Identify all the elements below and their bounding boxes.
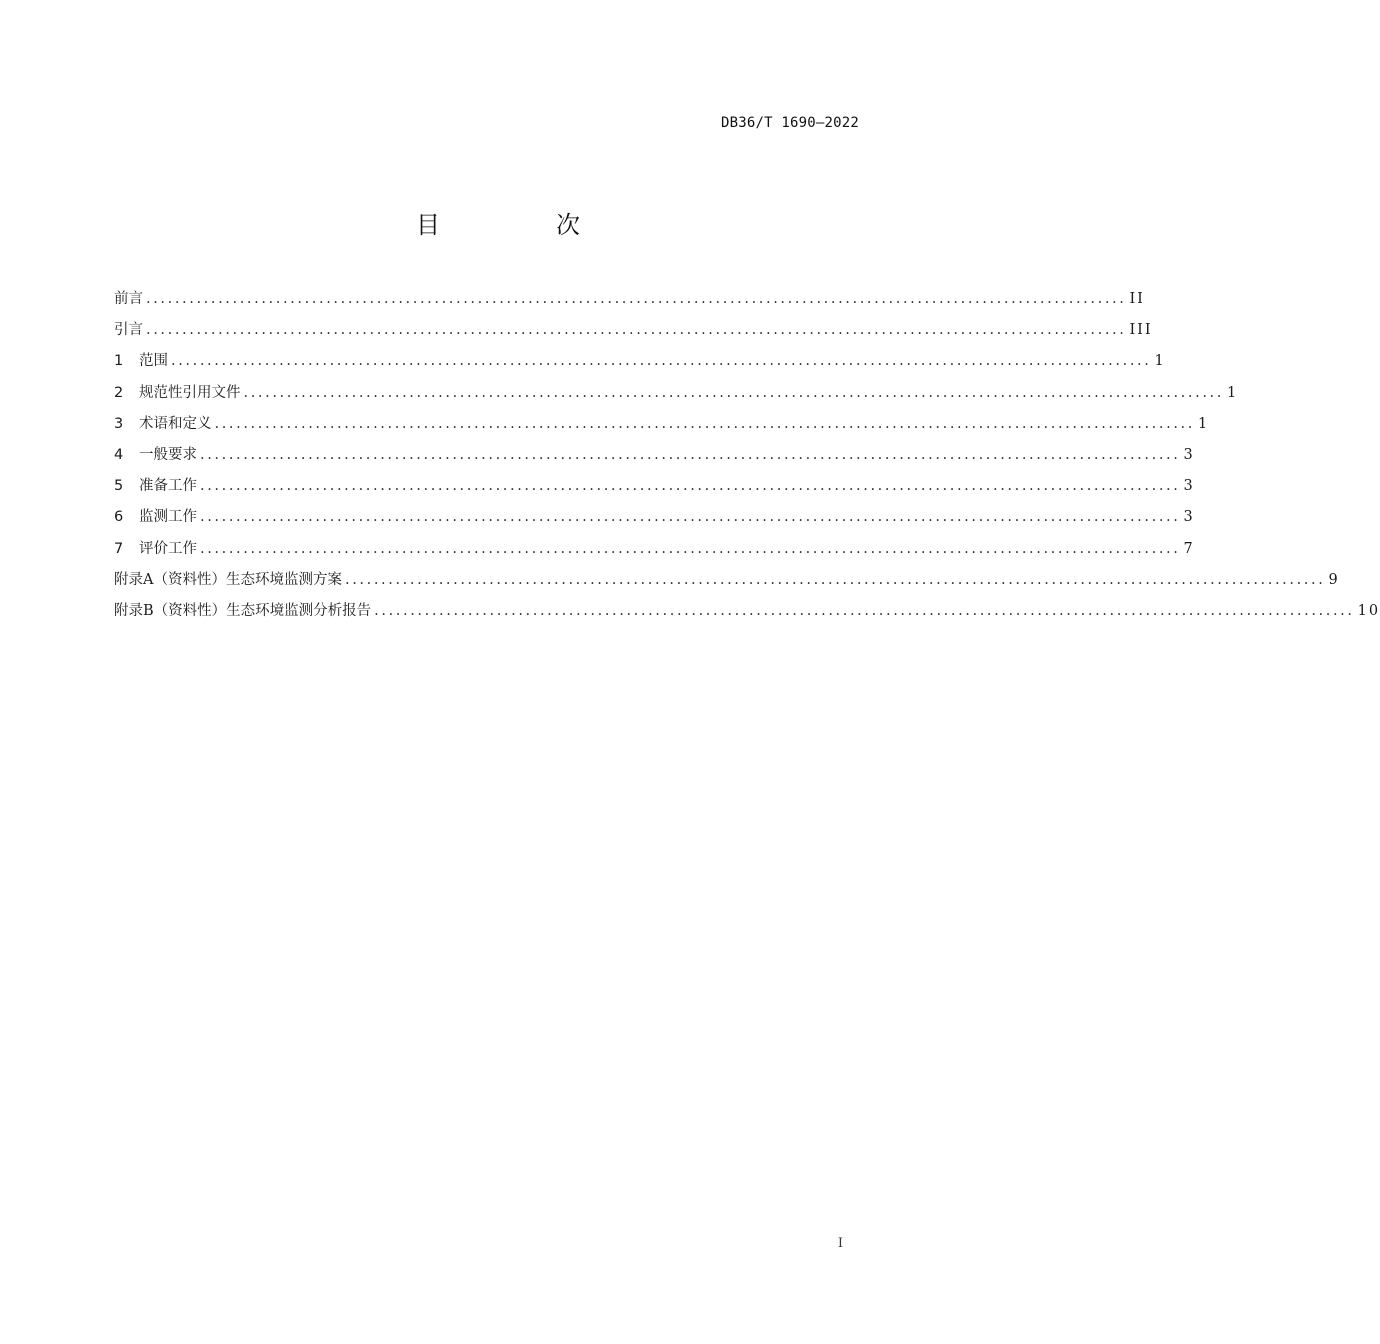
toc-entry-number: 1 [114,353,124,370]
dot-leader: ........................................................................................................................................ [171,353,1152,370]
toc-entry-evaluation[interactable] [114,534,1195,565]
toc-entry-page: 7 [1183,540,1195,557]
toc-entry-page: 3 [1183,478,1195,495]
toc-entry-page: 3 [1183,446,1195,463]
toc-entry-label: 引言 [114,322,143,339]
dot-leader: ........................................................................................................................................ [146,291,1127,307]
toc-entry-scope[interactable] [114,346,1166,377]
toc-entry-page: 1 [1226,384,1239,401]
toc-entry-label: 准备工作 [139,478,197,495]
dot-leader: ........................................................................................................................................ [374,602,1355,619]
toc-entry-appendix-a[interactable] [114,565,1340,596]
toc-entry-number: 5 [114,478,124,495]
dot-leader: ........................................................................................................................................ [200,478,1181,495]
toc-entry-number: 2 [114,384,124,401]
dot-leader: ........................................................................................................................................ [344,571,1326,588]
toc-entry-normative-references[interactable] [114,378,1239,409]
toc-entry-number: 4 [114,446,124,463]
toc-entry-page: 3 [1183,509,1195,526]
toc-entry-appendix-b[interactable] [114,596,1380,627]
dot-leader: ........................................................................................................................................ [200,446,1181,463]
table-of-contents [114,284,1380,627]
toc-entry-introduction[interactable] [114,315,1153,346]
standard-code: DB36/T 1690—2022 [720,115,859,131]
toc-entry-foreword[interactable] [114,284,1145,315]
toc-entry-label: 评价工作 [139,540,197,557]
toc-entry-number: 3 [114,415,124,432]
toc-entry-label: 监测工作 [139,509,197,526]
dot-leader: ........................................................................................................................................ [214,415,1195,432]
dot-leader: ........................................................................................................................................ [146,322,1127,339]
toc-entry-preparation[interactable] [114,471,1195,502]
page-number: I [837,1236,843,1251]
toc-entry-number: 6 [114,509,124,526]
toc-entry-monitoring[interactable] [114,502,1195,533]
toc-entry-label: 术语和定义 [139,415,212,432]
toc-entry-page: II [1129,291,1145,307]
toc-entry-page: 1 [1154,353,1166,370]
toc-entry-label: 范围 [139,353,168,370]
dot-leader: ........................................................................................................................................ [200,509,1181,526]
toc-entry-terms-definitions[interactable] [114,409,1210,440]
toc-entry-label: 前言 [114,291,143,307]
toc-entry-page: 10 [1357,602,1380,619]
toc-entry-label: 附录B（资料性）生态环境监测分析报告 [114,602,372,619]
dot-leader: ........................................................................................................................................ [200,540,1181,557]
toc-entry-page: 1 [1197,415,1210,432]
toc-title: 目 次 [416,211,626,239]
toc-entry-page: 9 [1328,571,1340,588]
dot-leader: ........................................................................................................................................ [243,384,1224,401]
toc-entry-label: 一般要求 [139,446,197,463]
toc-entry-label: 规范性引用文件 [139,384,241,401]
toc-entry-number: 7 [114,540,124,557]
toc-entry-general-requirements[interactable] [114,440,1195,471]
toc-entry-label: 附录A（资料性）生态环境监测方案 [114,571,342,588]
toc-entry-page: III [1129,322,1153,339]
